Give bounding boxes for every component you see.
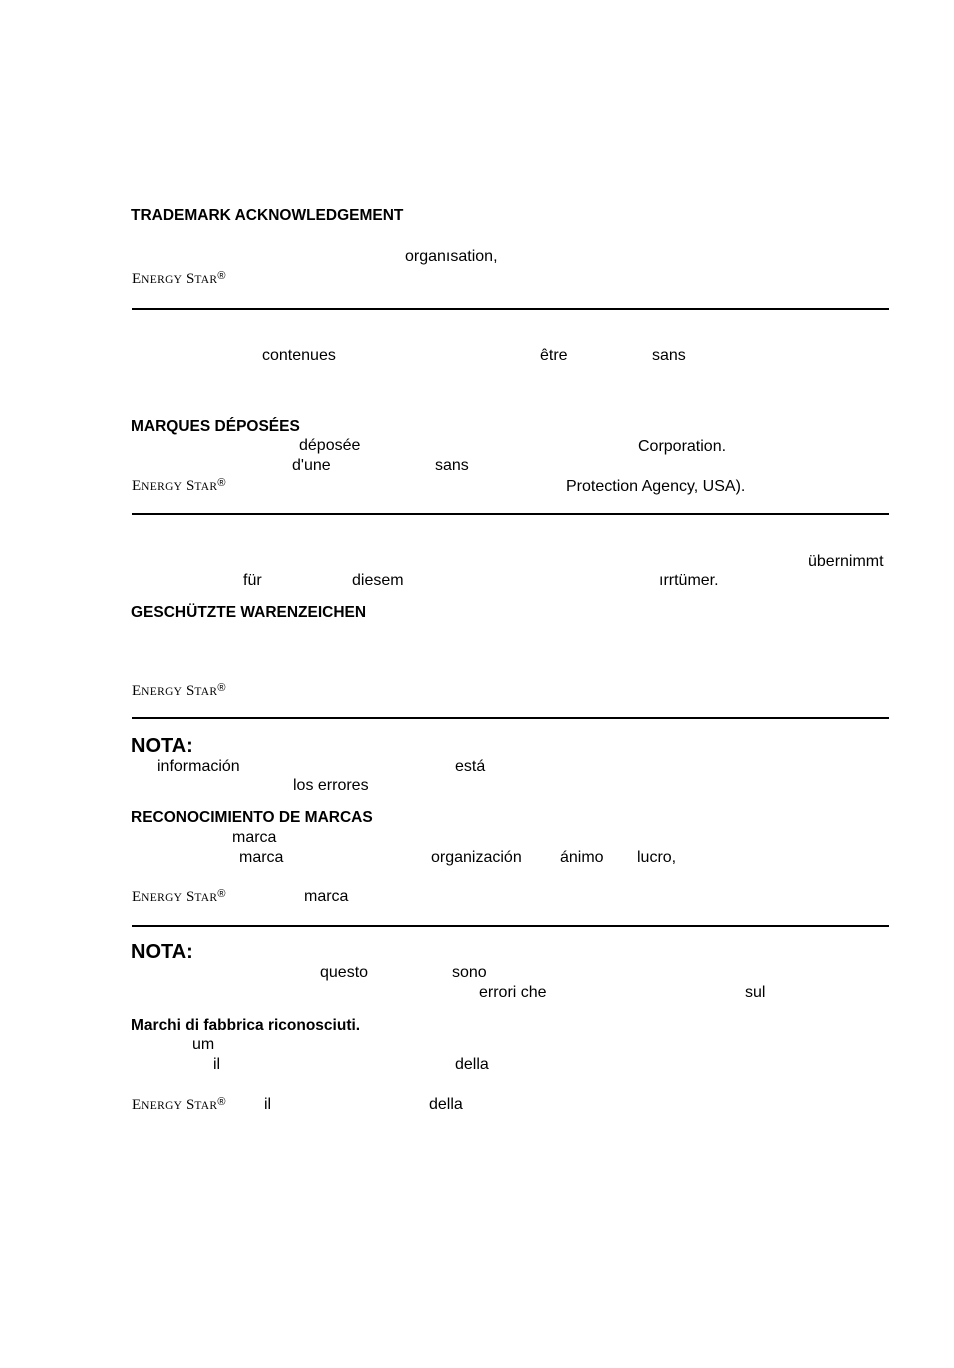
word-deposee: déposée xyxy=(299,437,361,454)
word-marca: marca xyxy=(239,849,284,866)
word-marca: marca xyxy=(304,888,349,905)
trademark-heading: TRADEMARK ACKNOWLEDGEMENT xyxy=(131,207,404,224)
energy-star-mark: ENERGY STAR® xyxy=(132,888,226,905)
word-diesem: diesem xyxy=(352,572,404,589)
section-divider xyxy=(132,717,889,719)
section-divider xyxy=(132,513,889,515)
word-della: della xyxy=(455,1056,489,1073)
word-irrtuemer: ırrtümer. xyxy=(659,572,719,589)
nota-heading: NOTA: xyxy=(131,735,193,757)
word-corporation: Corporation. xyxy=(638,438,727,455)
word-questo: questo xyxy=(320,964,369,981)
nota-heading: NOTA: xyxy=(131,941,193,963)
word-esta: está xyxy=(455,758,486,775)
word-informacion: información xyxy=(157,758,240,775)
word-errori-che: errori che xyxy=(479,984,547,1001)
word-um: um xyxy=(192,1036,215,1053)
word-il: il xyxy=(213,1056,221,1073)
word-sono: sono xyxy=(452,964,487,981)
marques-deposees-heading: MARQUES DÉPOSÉES xyxy=(131,418,300,435)
energy-star-mark: ENERGY STAR® xyxy=(132,682,226,699)
word-fuer: für xyxy=(243,572,262,589)
energy-star-mark: ENERGY STAR® xyxy=(132,270,226,287)
word-sans: sans xyxy=(652,347,686,364)
energy-star-mark: ENERGY STAR® xyxy=(132,477,226,494)
word-organizacion: organización xyxy=(431,849,522,866)
geschuetzte-warenzeichen-heading: GESCHÜTZTE WARENZEICHEN xyxy=(131,604,367,621)
word-animo: ánimo xyxy=(560,849,604,866)
word-protection-agency: Protection Agency, USA). xyxy=(566,478,746,495)
word-dune: d'une xyxy=(292,457,331,474)
reconocimiento-de-marcas-heading: RECONOCIMIENTO DE MARCAS xyxy=(131,809,373,826)
word-sul: sul xyxy=(745,984,766,1001)
energy-star-mark: ENERGY STAR® xyxy=(132,1096,226,1113)
word-lucro: lucro, xyxy=(637,849,677,866)
word-los-errores: los errores xyxy=(293,777,369,794)
section-divider xyxy=(132,308,889,310)
word-etre: être xyxy=(540,347,568,364)
word-contenues: contenues xyxy=(262,347,336,364)
word-della: della xyxy=(429,1096,463,1113)
section-divider xyxy=(132,925,889,927)
word-uebernimmt: übernimmt xyxy=(808,553,884,570)
word-il: il xyxy=(264,1096,272,1113)
word-sans: sans xyxy=(435,457,469,474)
marchi-di-fabbrica-heading: Marchi di fabbrica riconosciuti. xyxy=(131,1017,361,1034)
word-marca: marca xyxy=(232,829,277,846)
word-organisation: organısation, xyxy=(405,248,498,265)
